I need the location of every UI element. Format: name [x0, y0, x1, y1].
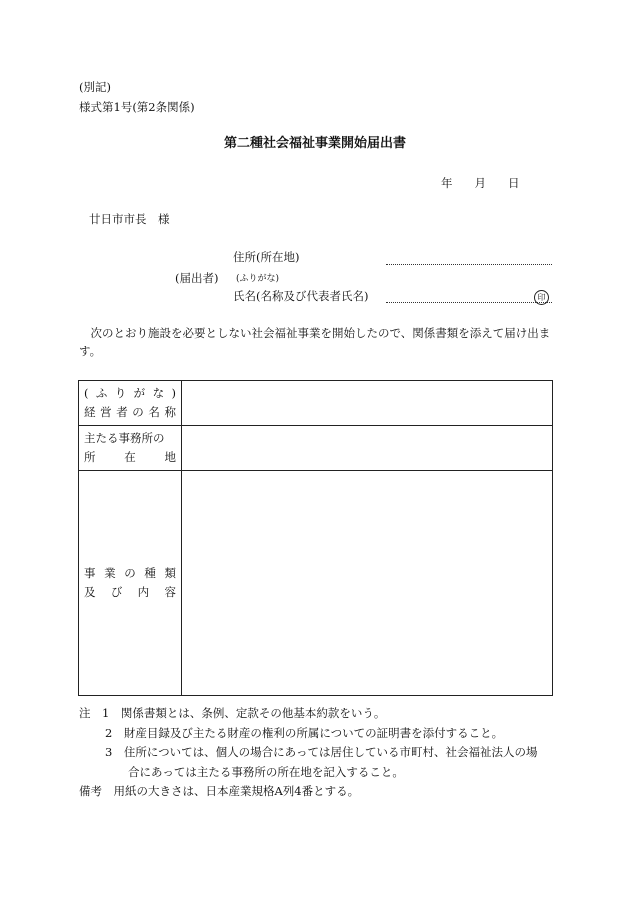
name-field-line[interactable]	[386, 302, 552, 303]
notes-section	[79, 704, 559, 802]
business-content-line: 及 び 内 容	[84, 585, 176, 599]
operator-name-header	[79, 381, 182, 426]
name-label: 氏名(名称及び代表者氏名)	[233, 289, 369, 303]
office-location-cell[interactable]	[182, 426, 553, 471]
table-row-office-location	[79, 426, 553, 471]
operator-name-line: 経 営 者 の 名 称	[84, 405, 176, 419]
form-number: 様式第1号(第2条関係)	[79, 100, 195, 114]
business-type-line: 事 業 の 種 類	[84, 566, 176, 580]
note-2: 2 財産目録及び主たる財産の権利の所属についての証明書を添付すること。	[105, 725, 504, 740]
table-row-business-content	[79, 471, 553, 696]
location-line: 所 在 地	[84, 450, 176, 464]
furigana-line: ( ふ り が な )	[84, 386, 176, 400]
body-paragraph: 次のとおり施設を必要としない社会福祉事業を開始したので、関係書類を添えて届け出ます。	[79, 326, 551, 359]
address-field-line[interactable]	[386, 264, 552, 265]
office-line: 主たる事務所の	[84, 431, 165, 445]
seal-mark-icon: 印	[534, 290, 549, 305]
table-row-operator-name	[79, 381, 553, 426]
note-3: 3 住所については、個人の場合にあっては居住している市町村、社会福祉法人の場	[105, 745, 538, 759]
filer-label: (届出者)	[175, 271, 219, 285]
note-3-continued: 合にあっては主たる事務所の所在地を記入すること。	[128, 764, 404, 779]
business-content-cell[interactable]	[182, 471, 553, 696]
address-label: 住所(所在地)	[233, 250, 300, 264]
annex-label: (別記)	[79, 80, 111, 94]
year-label: 年	[441, 176, 453, 190]
furigana-label: (ふりがな)	[236, 274, 280, 284]
note-1: 注 1 関係書類とは、条例、定款その他基本約款をいう。	[79, 706, 386, 720]
date-field	[441, 176, 520, 191]
operator-name-cell[interactable]	[182, 381, 553, 426]
month-label: 月	[474, 176, 486, 190]
business-content-header	[79, 471, 182, 696]
document-title: 第二種社会福祉事業開始届出書	[223, 136, 406, 151]
info-table	[78, 380, 553, 696]
day-label: 日	[508, 176, 520, 190]
remark: 備考 用紙の大きさは、日本産業規格A列4番とする。	[79, 784, 360, 798]
office-location-header	[79, 426, 182, 471]
addressee: 廿日市市長 様	[89, 212, 170, 226]
